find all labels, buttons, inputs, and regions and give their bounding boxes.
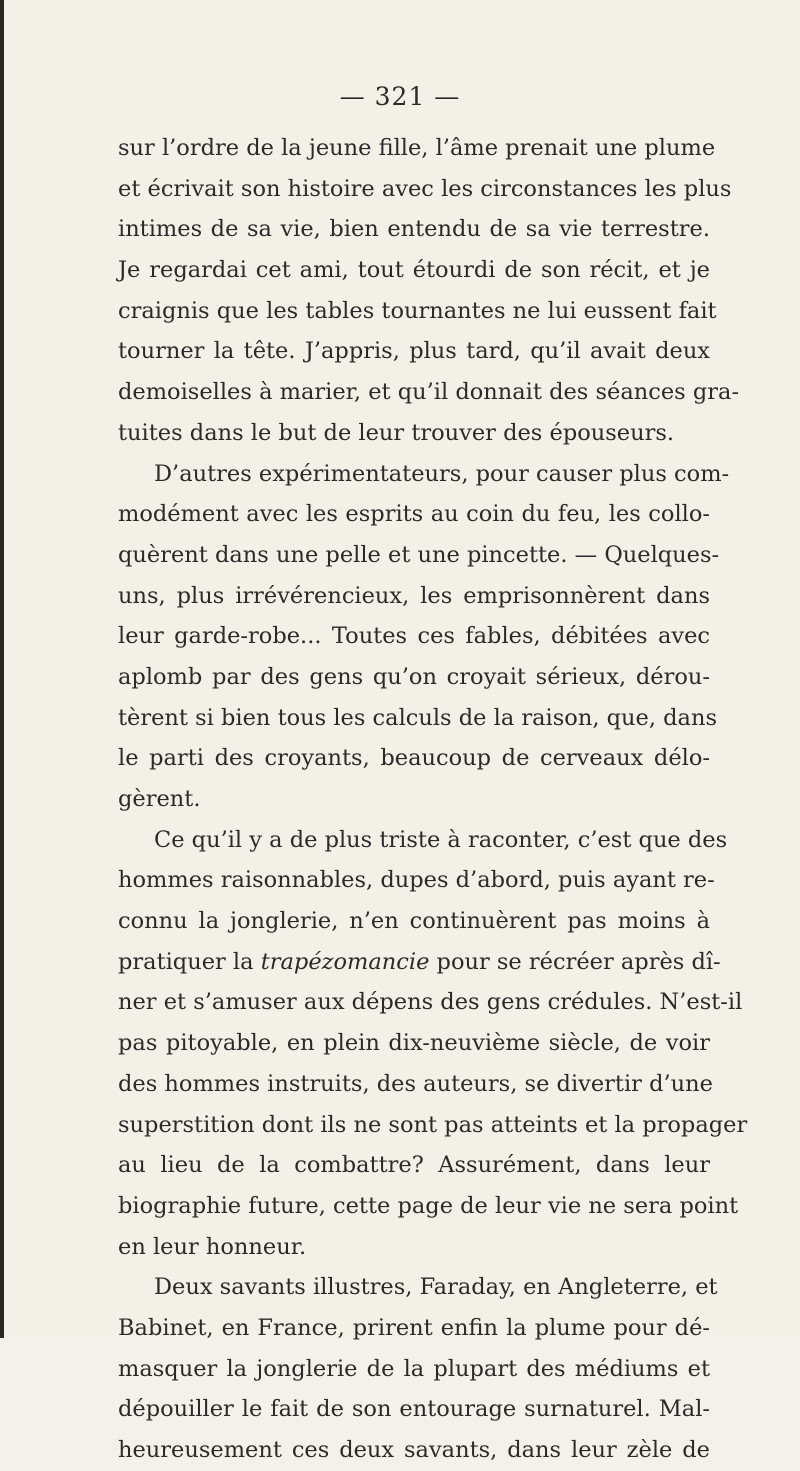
text-line: dépouiller le fait de son entourage surnaturel. Mal-: [118, 1396, 710, 1423]
text-line-with-italic: [118, 942, 721, 983]
body-text: [118, 128, 748, 1471]
text-line: quèrent dans une pelle et une pincette. — Quelques-: [118, 541, 720, 568]
text-line: tèrent si bien tous les calculs de la raison, que, dans: [118, 704, 718, 731]
text-line: craignis que les tables tournantes ne lui eussent fait: [118, 297, 717, 324]
paragraph-start-line: Deux savants illustres, Faraday, en Angleterre, et: [154, 1274, 718, 1301]
page-binding-edge: [0, 0, 4, 1338]
paragraph-start-line: Ce qu’il y a de plus triste à raconter, c’est que des: [154, 826, 728, 853]
text-line: superstition dont ils ne sont pas atteints et la propager: [118, 1111, 748, 1138]
page-number: — 321 —: [339, 82, 461, 111]
text-line: heureusement ces deux savants, dans leur zèle de: [118, 1437, 710, 1463]
text-segment: pour se récréer après dî-: [429, 948, 721, 975]
text-line: pas pitoyable, en plein dix-neuvième siècle, de voir: [118, 1030, 710, 1057]
text-line: connu la jonglerie, n’en continuèrent pas moins à: [118, 908, 710, 935]
text-line: le parti des croyants, beaucoup de cerveaux délo-: [118, 745, 710, 772]
text-line: sur l’ordre de la jeune fille, l’âme prenait une plume: [118, 135, 716, 161]
text-line: masquer la jonglerie de la plupart des médiums et: [118, 1355, 710, 1382]
text-line: demoiselles à marier, et qu’il donnait des séances gra-: [118, 379, 740, 406]
text-line: modément avec les esprits au coin du feu, les collo-: [118, 501, 710, 528]
text-line: tuites dans le but de leur trouver des épouseurs.: [118, 419, 675, 446]
text-line: et écrivait son histoire avec les circonstances les plus: [118, 175, 732, 202]
text-segment: pratiquer la: [118, 948, 261, 975]
text-line: tourner la tête. J’appris, plus tard, qu’il avait deux: [118, 338, 710, 365]
text-line: au lieu de la combattre? Assurément, dans leur: [118, 1152, 710, 1179]
text-line: ner et s’amuser aux dépens des gens crédules. N’est-il: [118, 989, 743, 1016]
text-line: biographie future, cette page de leur vie ne sera point: [118, 1192, 739, 1219]
text-line: Babinet, en France, prirent enfin la plume pour dé-: [118, 1314, 710, 1341]
text-line: uns, plus irrévérencieux, les emprisonnèrent dans: [118, 582, 710, 609]
text-line: en leur honneur.: [118, 1233, 307, 1260]
paragraph-start-line: D’autres expérimentateurs, pour causer plus com-: [154, 460, 730, 487]
text-line: intimes de sa vie, bien entendu de sa vie terrestre.: [118, 216, 710, 243]
italic-term: trapézomancie: [260, 948, 430, 975]
text-line: hommes raisonnables, dupes d’abord, puis ayant re-: [118, 867, 715, 894]
text-line: leur garde-robe... Toutes ces fables, débitées avec: [118, 623, 710, 650]
text-line: gèrent.: [118, 786, 201, 812]
text-line: Je regardai cet ami, tout étourdi de son récit, et je: [118, 257, 710, 284]
text-line: des hommes instruits, des auteurs, se divertir d’une: [118, 1070, 713, 1097]
text-line: aplomb par des gens qu’on croyait sérieux, dérou-: [118, 663, 710, 690]
